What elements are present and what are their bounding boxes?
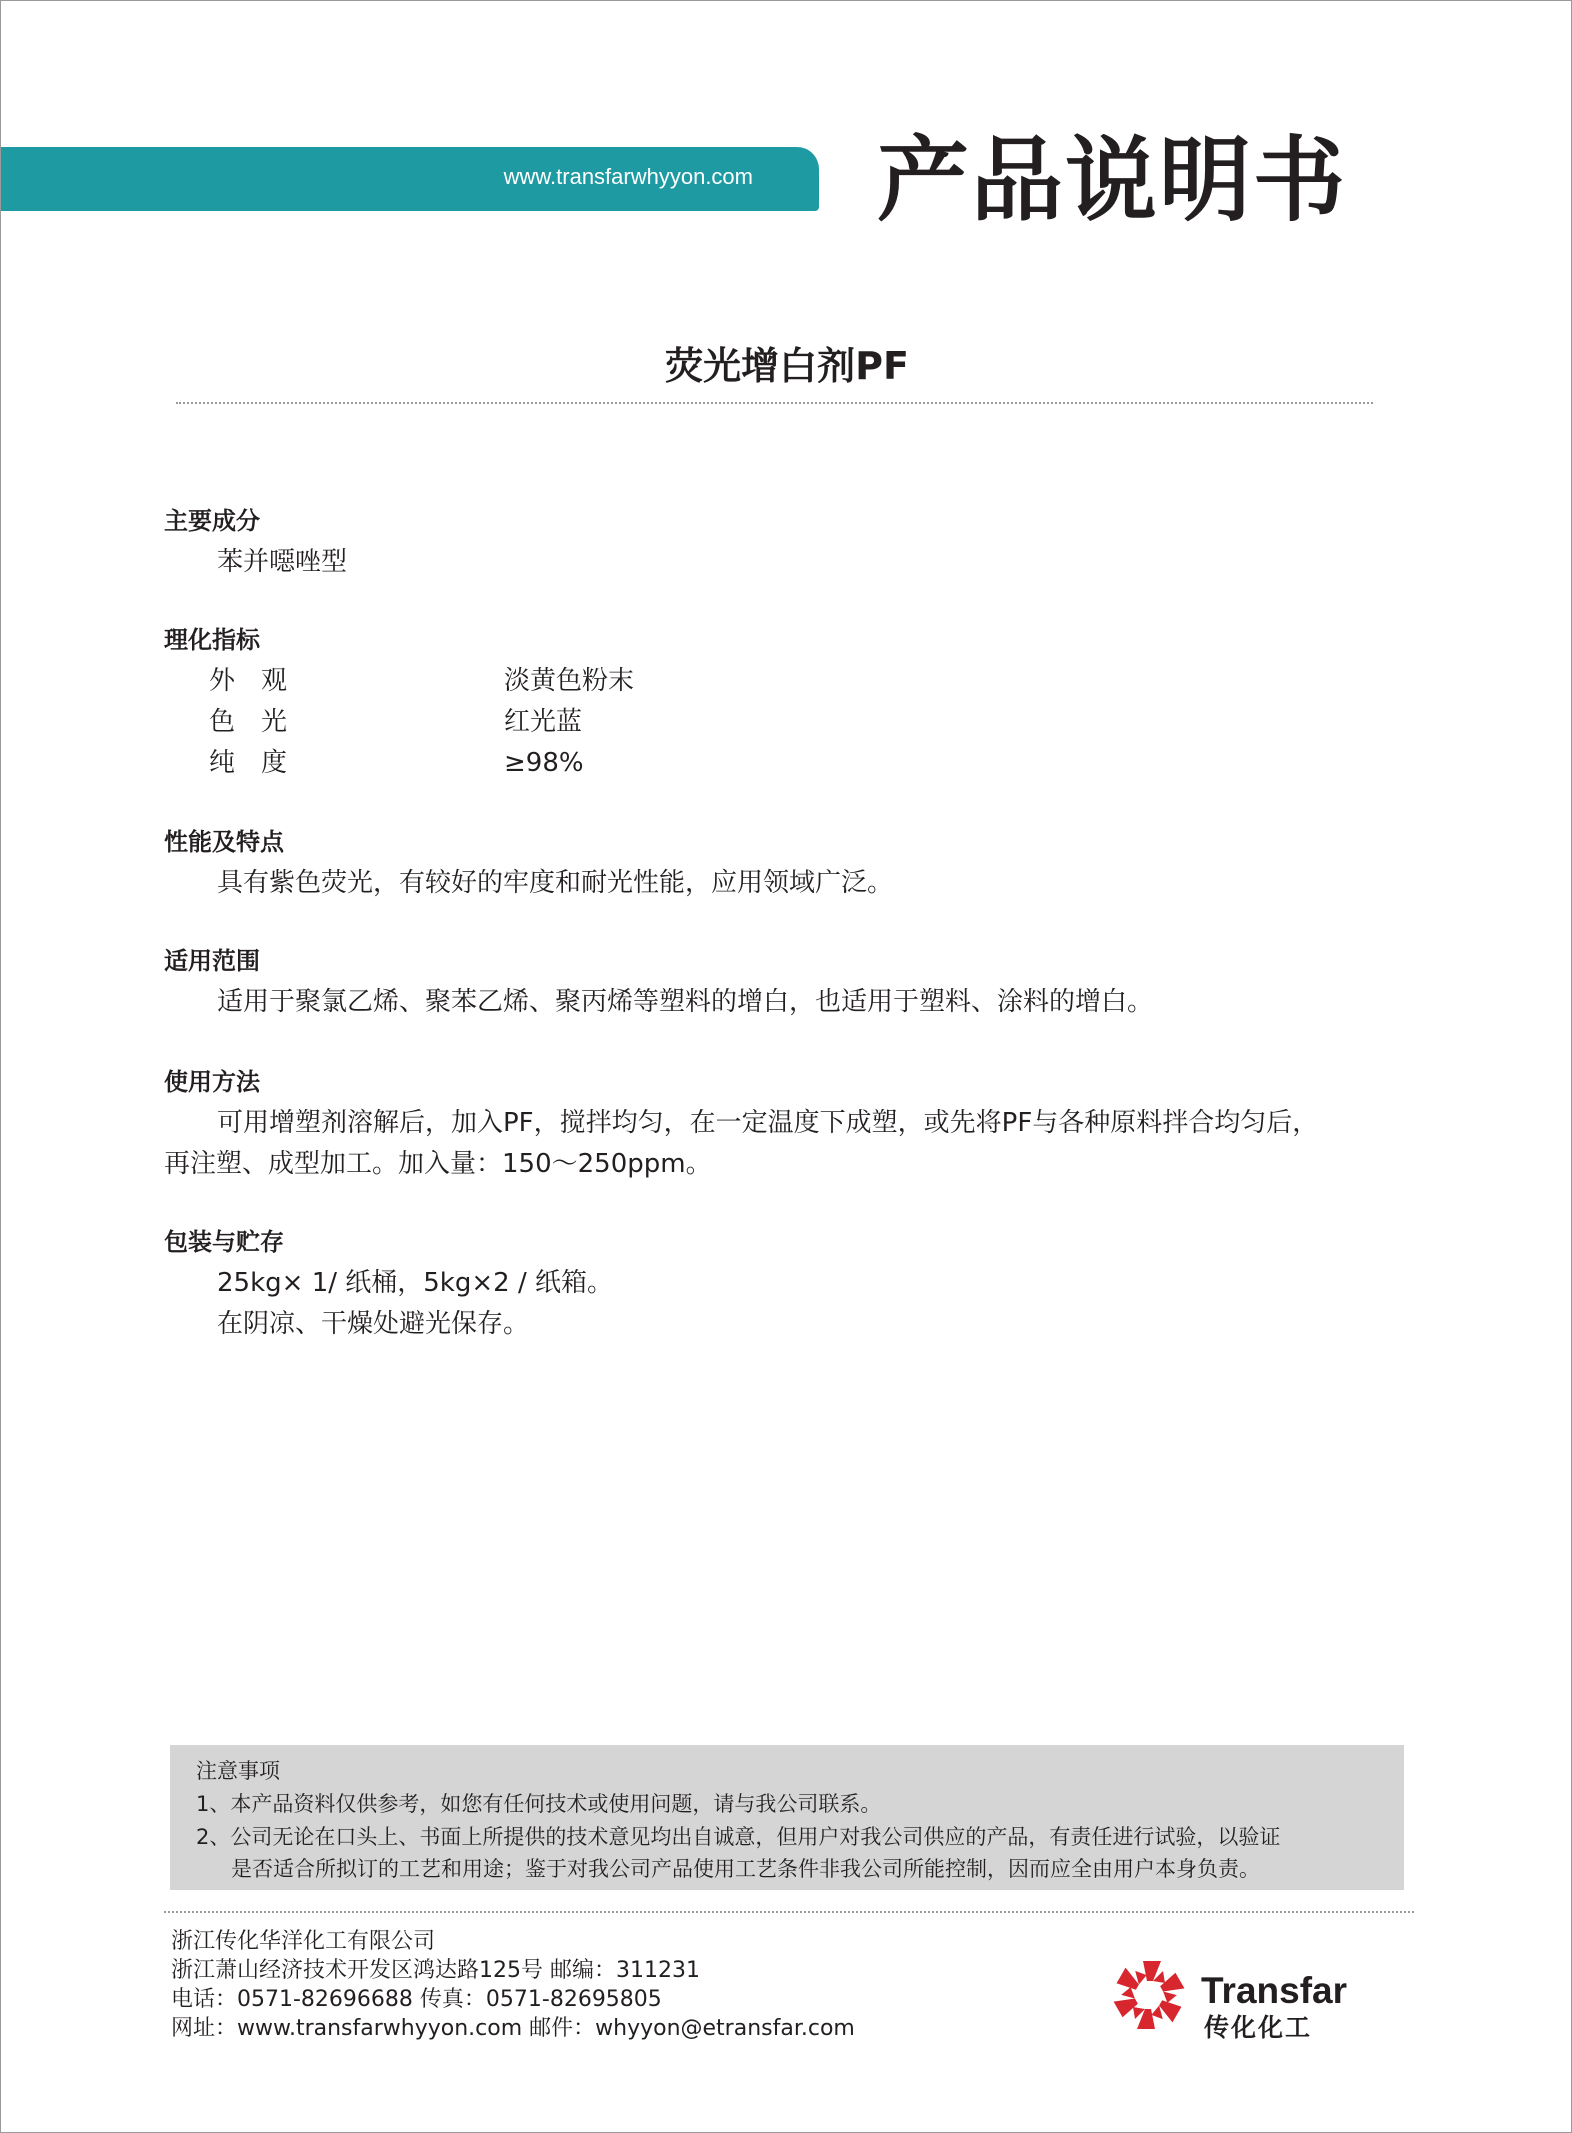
notice-heading: 注意事项 bbox=[196, 1759, 280, 1783]
notice-item-1: 1、本产品资料仅供参考，如您有任何技术或使用问题，请与我公司联系。 bbox=[196, 1792, 882, 1816]
applications-text: 适用于聚氯乙烯、聚苯乙烯、聚丙烯等塑料的增白，也适用于塑料、涂料的增白。 bbox=[217, 987, 1154, 1017]
specs-heading: 理化指标 bbox=[164, 626, 260, 654]
spec-label-purity: 纯 度 bbox=[209, 748, 288, 778]
spec-label-shade: 色 光 bbox=[209, 707, 288, 737]
product-title: 荧光增白剂PF bbox=[665, 344, 909, 388]
logo-name-en: Transfar bbox=[1201, 1970, 1348, 2011]
spec-label-appearance: 外 观 bbox=[209, 666, 288, 696]
features-text: 具有紫色荧光，有较好的牢度和耐光性能，应用领域广泛。 bbox=[217, 868, 894, 898]
composition-text: 苯并噁唑型 bbox=[217, 547, 348, 577]
website-url[interactable]: www.transfarwhyyon.com bbox=[503, 164, 753, 189]
notice-item-2-line2: 是否适合所拟订的工艺和用途；鉴于对我公司产品使用工艺条件非我公司所能控制，因而应全由用户本身负责。 bbox=[231, 1857, 1260, 1881]
footer-company: 浙江传化华洋化工有限公司 bbox=[171, 1929, 436, 1954]
packaging-text-line2: 在阴凉、干燥处避光保存。 bbox=[217, 1309, 530, 1339]
features-heading: 性能及特点 bbox=[164, 828, 284, 856]
footer-phone: 电话：0571-82696688 传真：0571-82695805 bbox=[171, 1987, 662, 2012]
usage-heading: 使用方法 bbox=[164, 1068, 260, 1096]
usage-text-line1: 可用增塑剂溶解后，加入PF，搅拌均匀，在一定温度下成塑，或先将PF与各种原料拌合均匀后， bbox=[217, 1108, 1319, 1138]
spec-value-shade: 红光蓝 bbox=[504, 707, 583, 737]
spec-value-appearance: 淡黄色粉末 bbox=[504, 666, 635, 696]
header-band bbox=[1, 147, 819, 211]
transfar-pinwheel-icon bbox=[1113, 1959, 1185, 2031]
packaging-heading: 包装与贮存 bbox=[164, 1228, 284, 1256]
notice-box bbox=[170, 1745, 1404, 1890]
footer-web: 网址：www.transfarwhyyon.com 邮件：whyyon@etransfar.com bbox=[171, 2016, 855, 2041]
footer-address: 浙江萧山经济技术开发区鸿达路125号 邮编：311231 bbox=[171, 1958, 700, 1983]
document-title: 产品说明书 bbox=[877, 127, 1348, 234]
notice-item-2-line1: 2、公司无论在口头上、书面上所提供的技术意见均出自诚意，但用户对我公司供应的产品，有责任进行试验，以验证 bbox=[196, 1825, 1281, 1849]
packaging-text-line1: 25kg× 1/ 纸桶，5kg×2 / 纸箱。 bbox=[217, 1268, 613, 1298]
usage-text-line2: 再注塑、成型加工。加入量：150～250ppm。 bbox=[164, 1149, 712, 1179]
logo-name-cn: 传化化工 bbox=[1204, 2013, 1313, 2042]
composition-heading: 主要成分 bbox=[164, 507, 260, 535]
title-divider bbox=[176, 402, 1373, 404]
footer-divider bbox=[164, 1911, 1414, 1913]
spec-value-purity: ≥98% bbox=[504, 748, 584, 778]
applications-heading: 适用范围 bbox=[164, 947, 260, 975]
